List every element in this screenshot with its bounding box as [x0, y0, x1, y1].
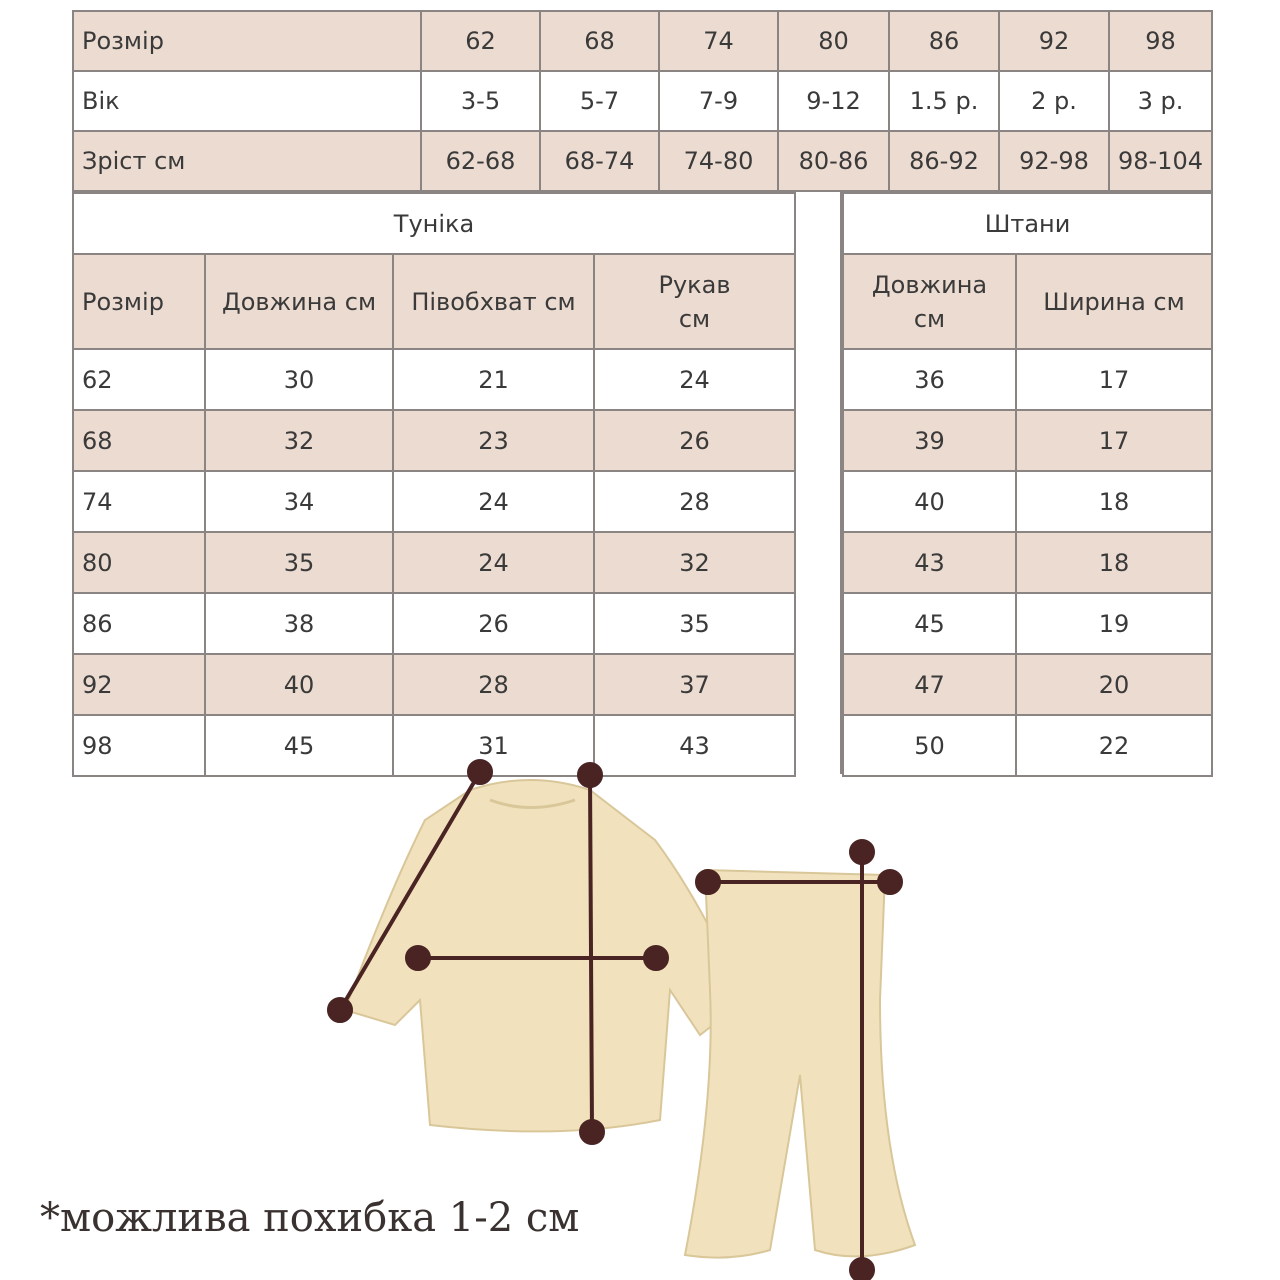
cell: 18 [1016, 471, 1212, 532]
cell: 62 [73, 349, 205, 410]
cell: 45 [843, 593, 1016, 654]
cell: 35 [594, 593, 795, 654]
pants-icon [685, 870, 915, 1258]
cell: 68 [73, 410, 205, 471]
cell: 40 [205, 654, 393, 715]
column-header: Розмір [73, 254, 205, 349]
cell: 98 [1109, 11, 1212, 71]
cell: 68-74 [540, 131, 659, 191]
cell: 36 [843, 349, 1016, 410]
cell: 98-104 [1109, 131, 1212, 191]
cell: 86 [889, 11, 999, 71]
cell: 3 р. [1109, 71, 1212, 131]
cell: 40 [843, 471, 1016, 532]
cell: 92 [73, 654, 205, 715]
cell: 17 [1016, 410, 1212, 471]
cell: 74 [659, 11, 778, 71]
cell: 74-80 [659, 131, 778, 191]
cell: 98 [73, 715, 205, 776]
cell: 80 [73, 532, 205, 593]
cell: 45 [205, 715, 393, 776]
cell: 68 [540, 11, 659, 71]
cell: 43 [843, 532, 1016, 593]
cell: 23 [393, 410, 594, 471]
column-header: Півобхват см [393, 254, 594, 349]
cell: 2 р. [999, 71, 1109, 131]
cell: 32 [205, 410, 393, 471]
cell: 3-5 [421, 71, 540, 131]
cell: 26 [393, 593, 594, 654]
cell: 28 [393, 654, 594, 715]
column-header: Довжина см [843, 254, 1016, 349]
column-header: Ширина см [1016, 254, 1212, 349]
tunic-title: Туніка [73, 193, 795, 254]
cell: 92 [999, 11, 1109, 71]
cell: 21 [393, 349, 594, 410]
tunic-icon [345, 780, 745, 1131]
row-label: Зріст см [73, 131, 421, 191]
cell: 86-92 [889, 131, 999, 191]
cell: 35 [205, 532, 393, 593]
cell: 17 [1016, 349, 1212, 410]
cell: 19 [1016, 593, 1212, 654]
row-label: Розмір [73, 11, 421, 71]
cell: 26 [594, 410, 795, 471]
cell: 24 [393, 532, 594, 593]
column-header: Довжина см [205, 254, 393, 349]
cell: 38 [205, 593, 393, 654]
cell: 62-68 [421, 131, 540, 191]
cell: 80 [778, 11, 889, 71]
cell: 30 [205, 349, 393, 410]
row-label: Вік [73, 71, 421, 131]
cell: 74 [73, 471, 205, 532]
cell: 24 [393, 471, 594, 532]
pants-title: Штани [843, 193, 1212, 254]
cell: 39 [843, 410, 1016, 471]
cell: 28 [594, 471, 795, 532]
cell: 31 [393, 715, 594, 776]
cell: 37 [594, 654, 795, 715]
cell: 18 [1016, 532, 1212, 593]
cell: 34 [205, 471, 393, 532]
cell: 7-9 [659, 71, 778, 131]
cell: 9-12 [778, 71, 889, 131]
cell: 22 [1016, 715, 1212, 776]
cell: 50 [843, 715, 1016, 776]
cell: 1.5 р. [889, 71, 999, 131]
cell: 86 [73, 593, 205, 654]
cell: 92-98 [999, 131, 1109, 191]
cell: 20 [1016, 654, 1212, 715]
cell: 47 [843, 654, 1016, 715]
cell: 43 [594, 715, 795, 776]
column-header: Рукав см [594, 254, 795, 349]
cell: 5-7 [540, 71, 659, 131]
cell: 62 [421, 11, 540, 71]
cell: 80-86 [778, 131, 889, 191]
cell: 32 [594, 532, 795, 593]
cell: 24 [594, 349, 795, 410]
tolerance-note: *можлива похибка 1-2 см [40, 1195, 580, 1241]
